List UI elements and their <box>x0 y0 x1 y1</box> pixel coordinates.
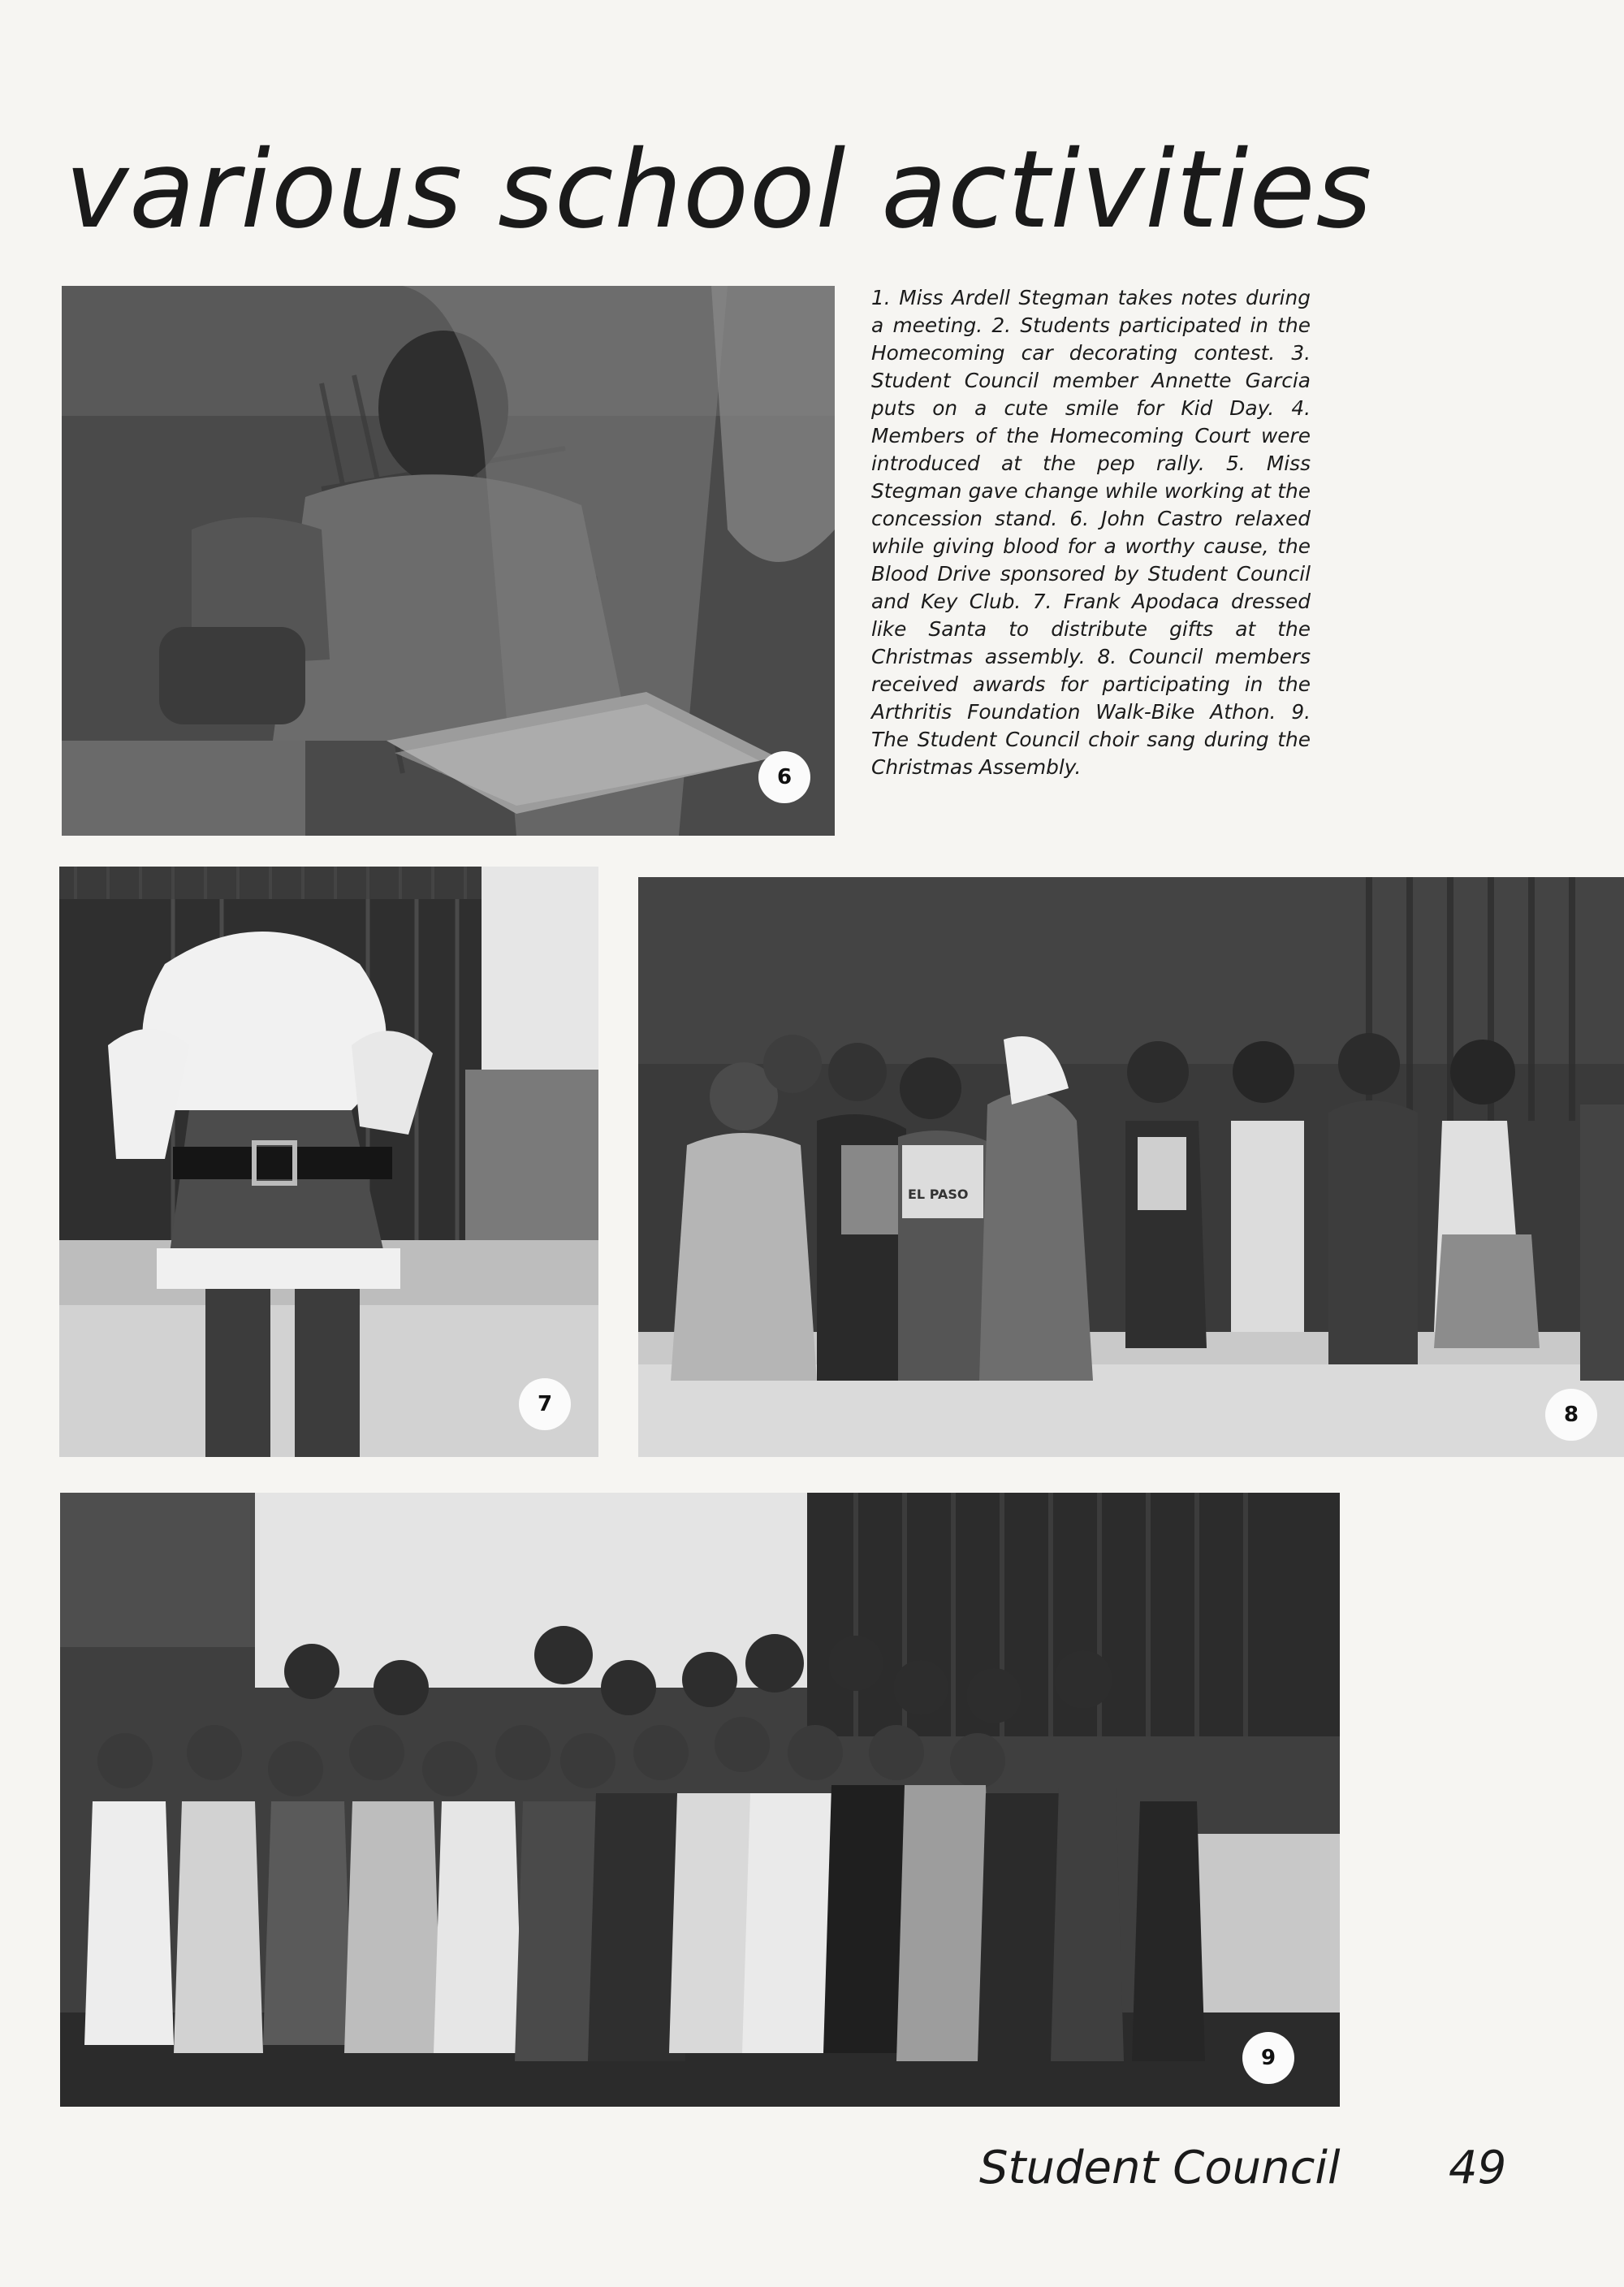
photo-number-badge: 7 <box>519 1378 571 1430</box>
section-name: Student Council <box>979 2142 1341 2194</box>
shirt-text: EL PASO <box>908 1187 969 1202</box>
photo-blood-drive <box>62 286 835 836</box>
photo-awards <box>638 877 1624 1457</box>
photo-choir <box>60 1493 1340 2107</box>
photo-santa-image <box>59 867 598 1457</box>
photo-caption: 1. Miss Ardell Stegman takes notes during a meeting. 2. Students participated in the Homecoming car decorating contest. 3. Student Council member Annette Garcia puts on a cute smile for Kid Day. 4. Members of the Homecoming Court were introduced at the pep rally. 5. Miss Stegman gave change while working at the concession stand. 6. John Castro relaxed while giving blood for a worthy cause, the Blood Drive sponsored by Student Council and Key Club. 7. Frank Apodaca dressed like Santa to distribute gifts at the Christmas assembly. 8. Council members received awards for participating in the Arthritis Foundation Walk-Bike Athon. 9. The Student Council choir sang during the Christmas Assembly. <box>871 286 1311 779</box>
photo-choir-image <box>60 1493 1340 2107</box>
photo-awards-image <box>638 877 1624 1457</box>
photo-blood-drive-image <box>62 286 835 836</box>
photo-santa <box>59 867 598 1457</box>
photo-number-badge: 8 <box>1545 1389 1597 1441</box>
photo-number-badge: 6 <box>758 751 810 803</box>
page-title: various school activities <box>65 128 1373 253</box>
photo-number-badge: 9 <box>1242 2032 1294 2084</box>
page-number: 49 <box>1449 2142 1507 2194</box>
